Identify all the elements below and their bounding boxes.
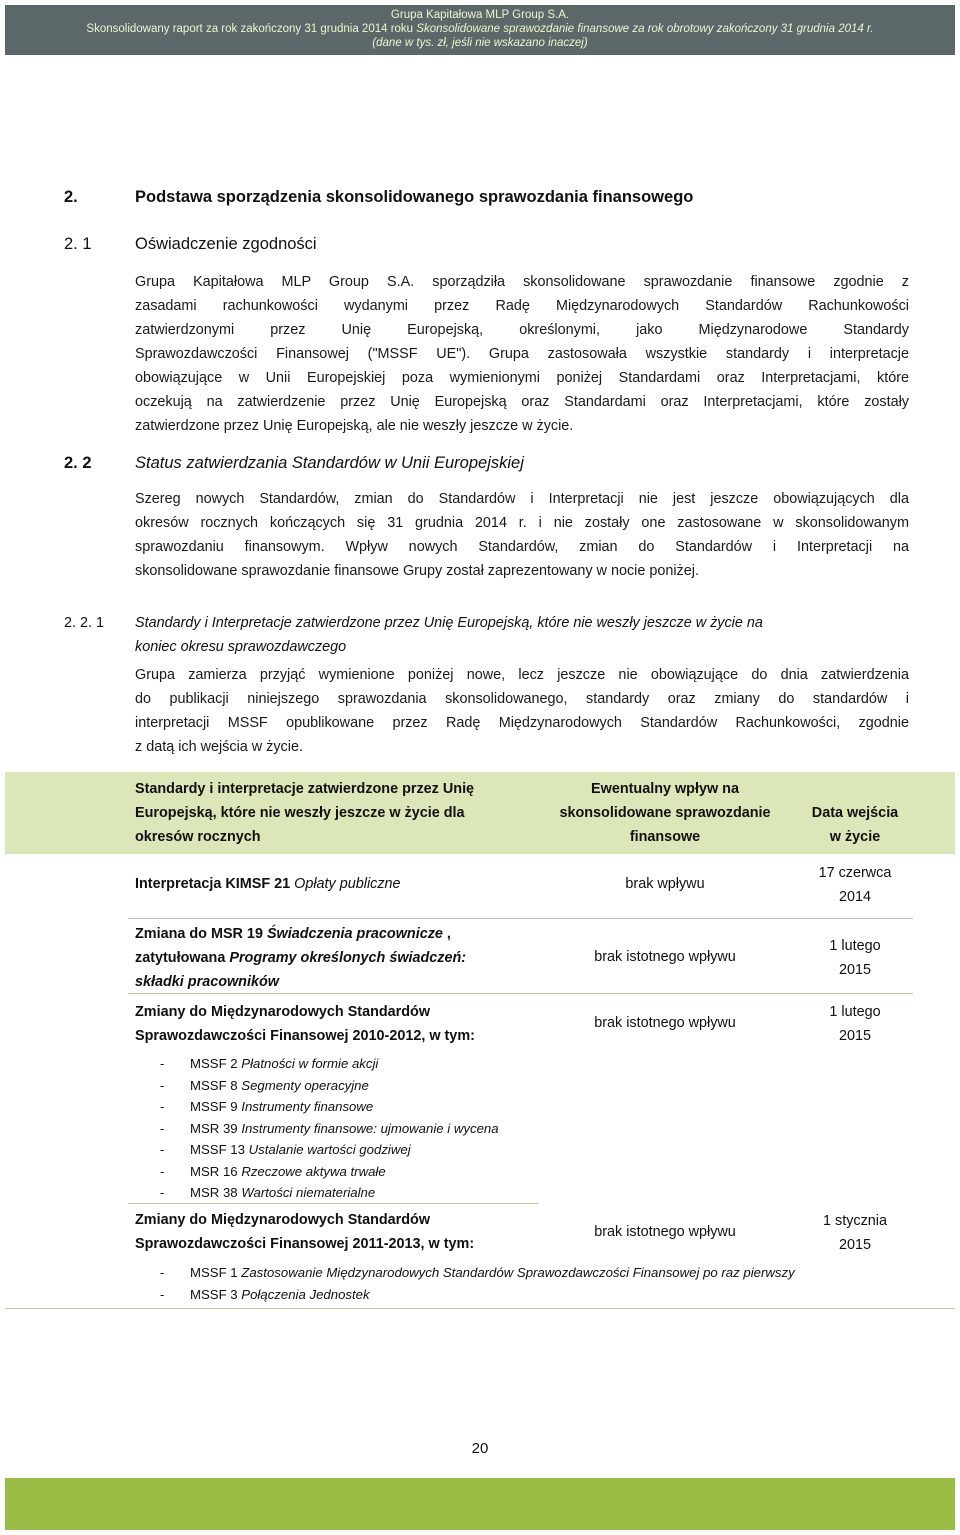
item-title: Ustalanie wartości godziwej — [248, 1142, 411, 1157]
table-bottom-border — [5, 1308, 955, 1309]
list-item — [160, 1118, 499, 1140]
item-code: MSSF 13 — [190, 1142, 249, 1157]
section-2-2-1-paragraph — [135, 663, 909, 759]
footer-bar — [5, 1478, 955, 1530]
table-row-divider — [128, 993, 913, 994]
list-dash: - — [160, 1120, 165, 1136]
paragraph-line: Grupa zamierza przyjąć wymienione poniżej nowe, lecz jeszcze nie obowiązujące do dnia zatwierdzenia — [135, 667, 909, 683]
paragraph-line: obowiązujące w Unii Europejskiej poza wymienionymi poniżej Standardami oraz Interpretacjami, które — [135, 370, 909, 386]
paragraph-line: Sprawozdawczości Finansowej ("MSSF UE"). Grupa zastosowała wszystkie standardy i interpretacje — [135, 346, 909, 362]
header-report-title-italic: Skonsolidowane sprawozdanie finansowe za rok obrotowy zakończony 31 grudnia 2014 r. — [416, 23, 874, 35]
paragraph-line: Szereg nowych Standardów, zmian do Standardów i Interpretacji nie jest jeszcze obowiązujących dla — [135, 491, 909, 507]
table-header-line: okresów rocznych — [135, 829, 261, 845]
date-line: 1 lutego — [829, 938, 881, 954]
list-item — [160, 1182, 499, 1204]
date-line: 2014 — [838, 889, 871, 905]
table-header-standards — [135, 777, 535, 849]
section-2-2-title: Status zatwierdzania Standardów w Unii Europejskiej — [135, 454, 524, 472]
name-line — [135, 922, 466, 946]
standard-title: składki pracowników — [135, 974, 279, 990]
standard-text: zatytułowana — [135, 950, 230, 966]
date-line: 2015 — [838, 1237, 871, 1253]
table-header-line: Europejską, które nie weszły jeszcze w życie dla — [135, 805, 465, 821]
standard-code: Zmiana do MSR 19 — [135, 926, 267, 942]
item-title: Rzeczowe aktywa trwałe — [241, 1163, 386, 1179]
list-item — [160, 1161, 499, 1183]
paragraph-line: zatwierdzone przez Unię Europejską, ale nie weszły jeszcze w życie. — [135, 418, 574, 434]
item-title: Segmenty operacyjne — [241, 1077, 369, 1093]
table-row-annual-improvements-2011-2013-date — [795, 1209, 915, 1257]
table-row-2010-2012-items — [160, 1053, 499, 1204]
standard-code: Interpretacja KIMSF 21 — [135, 876, 295, 892]
list-dash: - — [160, 1286, 165, 1302]
section-2-2-1-title-line2: koniec okresu sprawozdawczego — [135, 639, 347, 655]
table-row-kimsf21-date — [795, 861, 915, 909]
list-dash: - — [160, 1163, 165, 1179]
item-title: Instrumenty finansowe — [241, 1099, 374, 1114]
table-row-2011-2013-items — [160, 1262, 795, 1305]
table-header-line: finansowe — [629, 829, 701, 845]
list-dash: - — [160, 1056, 165, 1071]
section-2-number: 2. — [64, 188, 78, 206]
paragraph-line: skonsolidowane sprawozdanie finansowe Grupy został zaprezentowany w nocie poniżej. — [135, 563, 699, 579]
list-item — [160, 1284, 795, 1306]
table-row-divider — [128, 1203, 538, 1204]
paragraph-line: do publikacji niniejszego sprawozdania skonsolidowanego, standardy oraz zmiany do standardów i — [135, 691, 909, 707]
item-code: MSR 16 — [190, 1163, 242, 1179]
paragraph-line: okresów rocznych kończących się 31 grudnia 2014 r. i nie zostały one zastosowane w skonsolidowanym — [135, 515, 909, 531]
standard-title: Świadczenia pracownicze — [266, 926, 443, 942]
section-2-1-title: Oświadczenie zgodności — [135, 235, 317, 253]
table-row-kimsf21-impact: brak wpływu — [625, 876, 705, 892]
item-title: Wartości niematerialne — [241, 1185, 376, 1200]
item-code: MSSF 1 — [190, 1265, 242, 1280]
date-line: 1 lutego — [829, 1004, 881, 1020]
item-code: MSR 38 — [190, 1185, 242, 1200]
table-row-divider — [128, 918, 913, 919]
item-code: MSSF 2 — [190, 1056, 242, 1071]
name-line: Zmiany do Międzynarodowych Standardów — [135, 1212, 431, 1228]
list-item — [160, 1075, 499, 1097]
section-2-1-paragraph — [135, 270, 909, 438]
list-dash: - — [160, 1185, 165, 1200]
paragraph-line: sprawozdaniu finansowym. Wpływ nowych Standardów, zmian do Standardów i Interpretacji na — [135, 539, 909, 555]
section-2-2-paragraph — [135, 487, 909, 583]
item-title: Połączenia Jednostek — [241, 1286, 370, 1302]
list-item — [160, 1053, 499, 1075]
list-dash: - — [160, 1099, 165, 1114]
item-code: MSSF 3 — [190, 1286, 242, 1302]
section-2-2-1-title-line1: Standardy i Interpretacje zatwierdzone przez Unię Europejską, które nie weszły jeszcze w życie na — [135, 615, 763, 631]
list-dash: - — [160, 1142, 165, 1157]
table-row-annual-improvements-2011-2013-impact: brak istotnego wpływu — [594, 1224, 736, 1240]
date-line: 1 stycznia — [823, 1213, 887, 1229]
document-header — [5, 5, 955, 55]
paragraph-line: zatwierdzonymi przez Unię Europejską, określonymi, jako Międzynarodowe Standardy — [135, 322, 909, 338]
header-company: Grupa Kapitałowa MLP Group S.A. — [390, 9, 570, 21]
name-line: Sprawozdawczości Finansowej 2010-2012, w tym: — [135, 1028, 475, 1044]
list-item — [160, 1096, 499, 1118]
table-header-line: w życie — [829, 829, 881, 845]
date-line: 2015 — [838, 962, 871, 978]
item-code: MSSF 8 — [190, 1077, 242, 1093]
name-line: Sprawozdawczości Finansowej 2011-2013, w tym: — [135, 1236, 475, 1252]
header-units-note: (dane w tys. zł, jeśli nie wskazano inaczej) — [372, 37, 588, 49]
item-title: Instrumenty finansowe: ujmowanie i wycena — [241, 1120, 499, 1136]
page-number: 20 — [471, 1440, 489, 1457]
section-2-1-number: 2. 1 — [64, 235, 92, 253]
standard-title: Programy określonych świadczeń: — [229, 950, 467, 966]
section-2-2-number: 2. 2 — [64, 454, 92, 472]
table-row-msr19-name — [135, 922, 466, 994]
table-row-msr19-impact: brak istotnego wpływu — [594, 949, 736, 965]
date-line: 2015 — [838, 1028, 871, 1044]
item-title: Zastosowanie Międzynarodowych Standardów Sprawozdawczości Finansowej po raz pierwszy — [241, 1265, 795, 1280]
header-report-title — [5, 22, 955, 37]
table-header-line: skonsolidowane sprawozdanie — [559, 805, 771, 821]
standard-title: Opłaty publiczne — [294, 876, 401, 892]
paragraph-line: interpretacji MSSF opublikowane przez Radę Międzynarodowych Standardów Rachunkowości, zgodnie — [135, 715, 909, 731]
table-row-msr19-date — [795, 934, 915, 982]
table-row-annual-improvements-2011-2013-name — [135, 1208, 474, 1256]
punctuation: , — [442, 926, 451, 942]
section-2-title: Podstawa sporządzenia skonsolidowanego sprawozdania finansowego — [135, 188, 694, 206]
date-line: 17 czerwca — [818, 865, 892, 881]
table-header-line: Standardy i interpretacje zatwierdzone przez Unię — [135, 781, 475, 797]
header-report-title-normal: Skonsolidowany raport za rok zakończony 31 grudnia 2014 roku — [86, 23, 417, 35]
name-line — [135, 946, 466, 970]
section-2-2-1-number: 2. 2. 1 — [64, 615, 105, 631]
item-title: Płatności w formie akcji — [241, 1056, 379, 1071]
table-row-annual-improvements-2010-2012-impact: brak istotnego wpływu — [594, 1015, 736, 1031]
table-row-annual-improvements-2010-2012-date — [795, 1000, 915, 1048]
table-row-annual-improvements-2010-2012-name — [135, 1000, 475, 1048]
list-item — [160, 1139, 499, 1161]
paragraph-line: zasadami rachunkowości wydanymi przez Radę Międzynarodowych Standardów Rachunkowości — [135, 298, 909, 314]
name-line: Zmiany do Międzynarodowych Standardów — [135, 1004, 431, 1020]
name-line — [135, 970, 466, 994]
paragraph-line: z datą ich wejścia w życie. — [135, 739, 303, 755]
list-item — [160, 1262, 795, 1284]
table-row-kimsf21-name — [135, 872, 401, 896]
list-dash: - — [160, 1077, 165, 1093]
item-code: MSSF 9 — [190, 1099, 242, 1114]
paragraph-line: Grupa Kapitałowa MLP Group S.A. sporządziła skonsolidowane sprawozdanie finansowe zgodnie z — [135, 274, 909, 290]
table-header-line: Ewentualny wpływ na — [591, 781, 739, 797]
list-dash: - — [160, 1265, 165, 1280]
item-code: MSR 39 — [190, 1120, 242, 1136]
table-header-line: Data wejścia — [811, 805, 899, 821]
paragraph-line: oczekują na zatwierdzenie przez Unię Europejską oraz Standardami oraz Interpretacjami, które zostały — [135, 394, 909, 410]
table-header-impact — [535, 777, 795, 849]
table-header-effective-date — [795, 801, 915, 849]
